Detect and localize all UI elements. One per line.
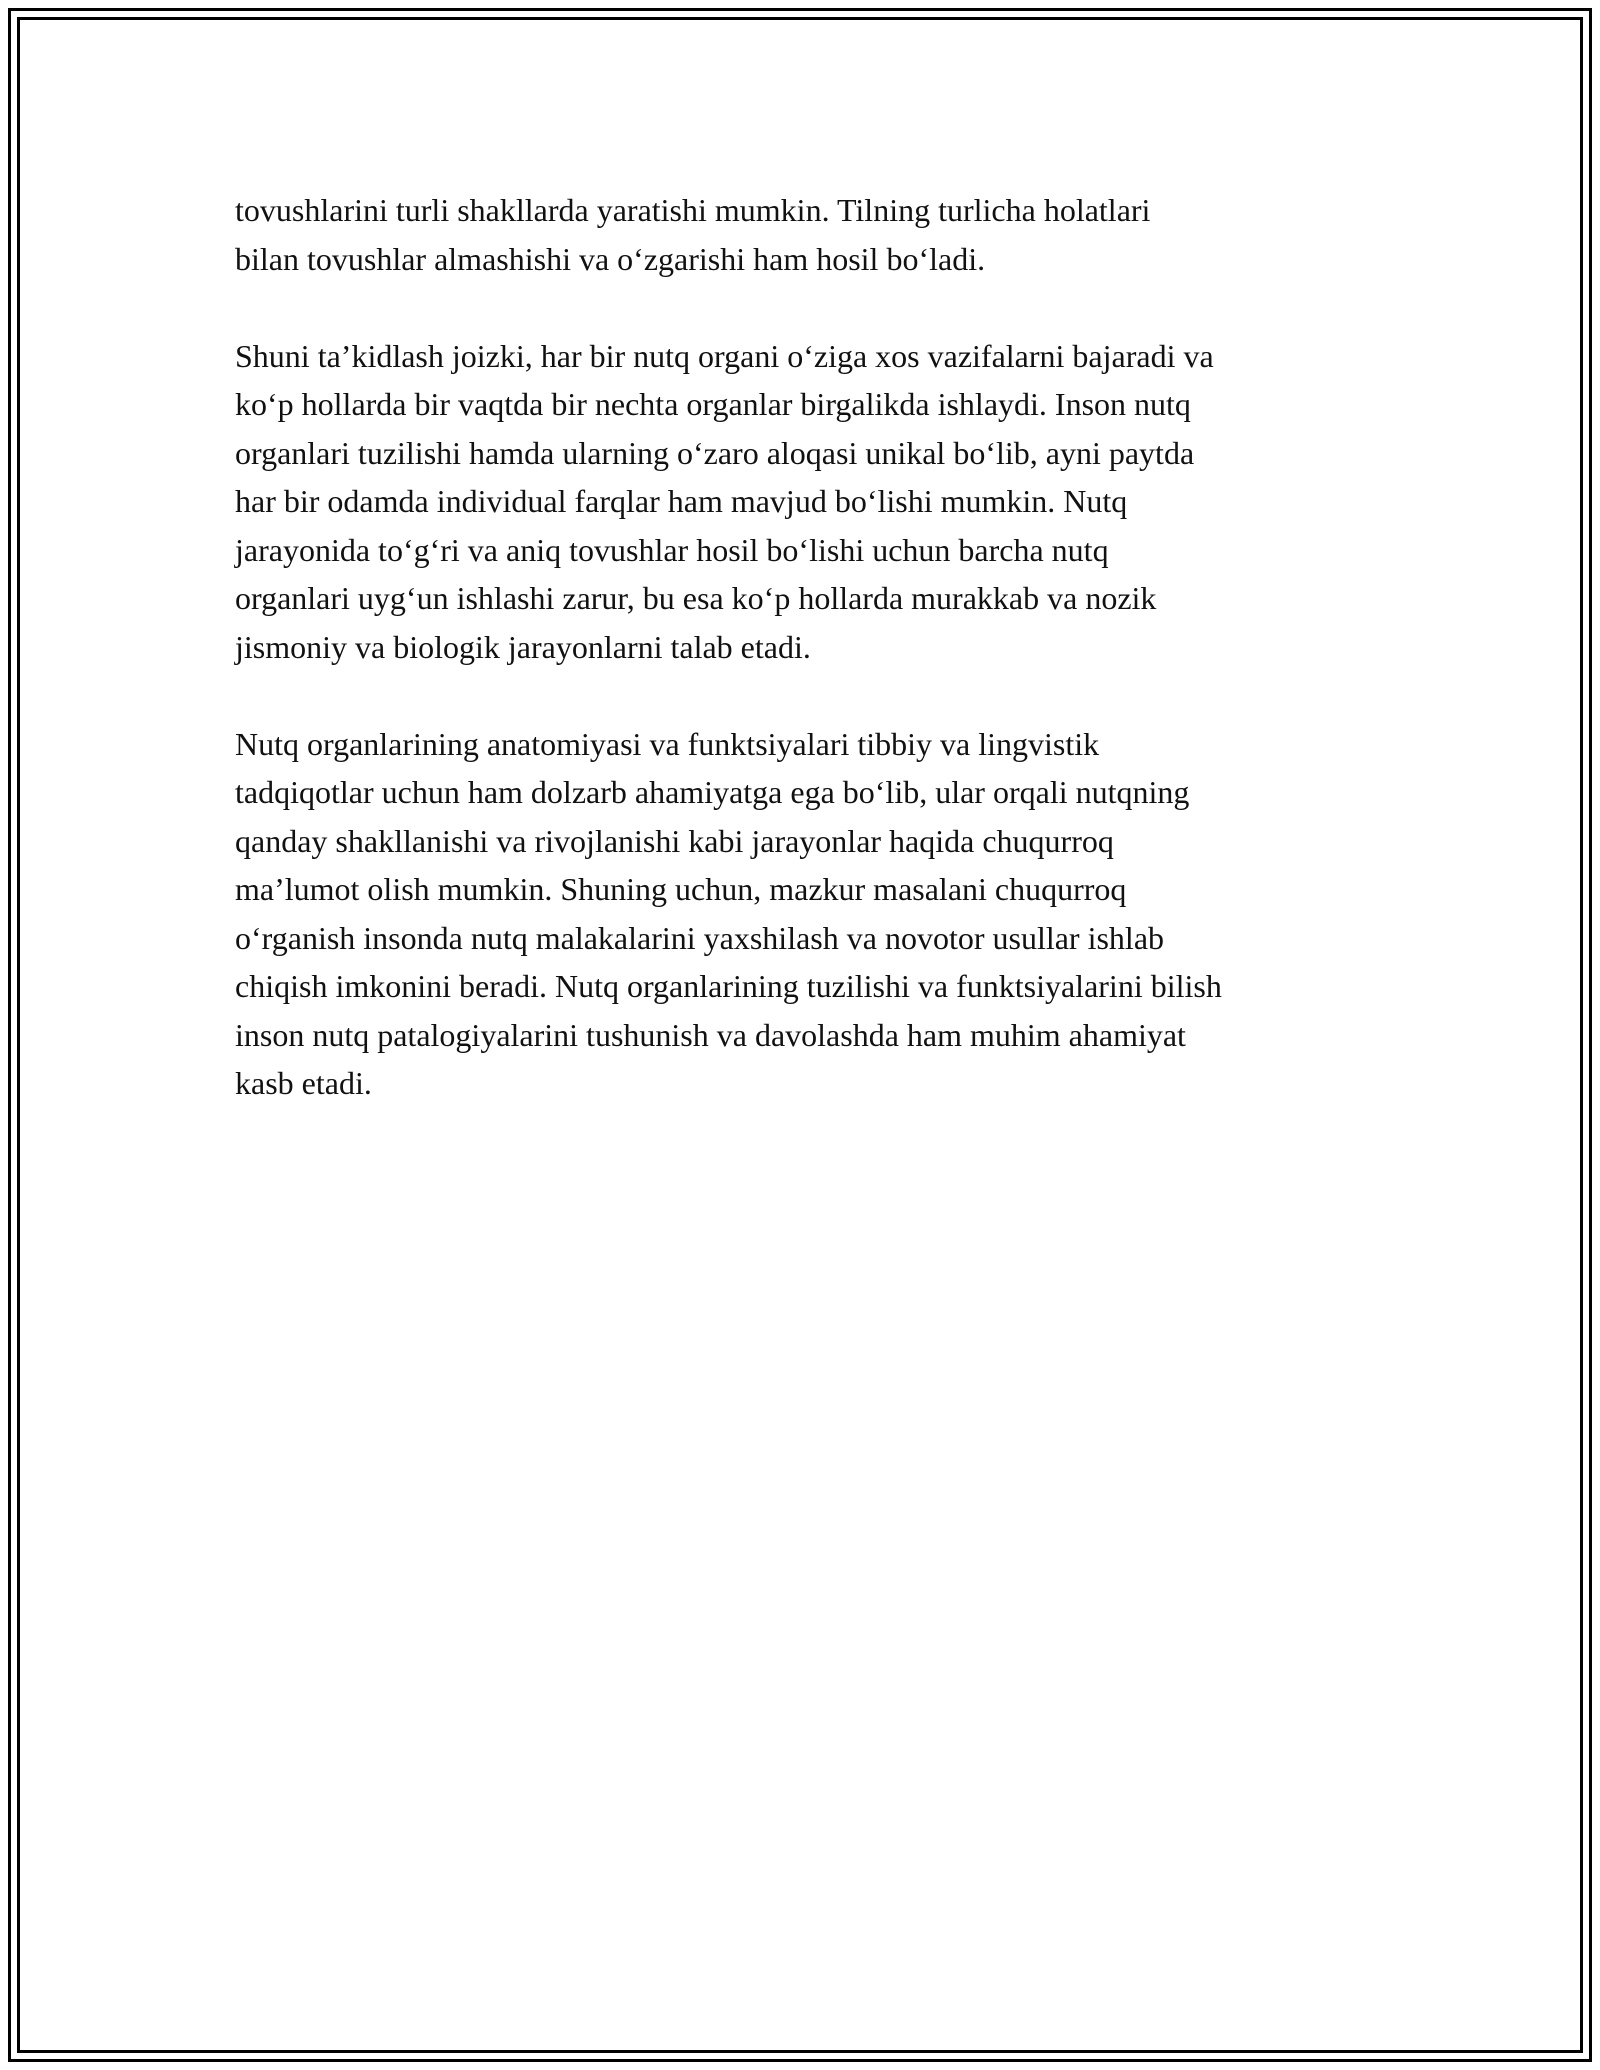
- paragraph-2: [235, 332, 1395, 672]
- paragraph-1: [235, 186, 1395, 283]
- text-line: ma’lumot olish mumkin. Shuning uchun, mazkur masalani chuqurroq: [235, 871, 1127, 907]
- text-line: chiqish imkonini beradi. Nutq organlarining tuzilishi va funktsiyalarini bilish: [235, 968, 1222, 1004]
- paragraph-3: [235, 720, 1395, 1108]
- text-line: bilan tovushlar almashishi va o‘zgarishi ham hosil bo‘ladi.: [235, 240, 986, 277]
- text-line: qanday shakllanishi va rivojlanishi kabi jarayonlar haqida chuqurroq: [235, 822, 1114, 859]
- text-line: jismoniy va biologik jarayonlarni talab etadi.: [235, 628, 811, 665]
- document-body: [235, 186, 1395, 1156]
- text-line: ko‘p hollarda bir vaqtda bir nechta organlar birgalikda ishlaydi. Inson nutq: [235, 386, 1191, 422]
- text-line: kasb etadi.: [235, 1065, 372, 1101]
- text-line: har bir odamda individual farqlar ham mavjud bo‘lishi mumkin. Nutq: [235, 483, 1128, 519]
- text-line: inson nutq patalogiyalarini tushunish va davolashda ham muhim ahamiyat: [235, 1016, 1186, 1053]
- text-line: organlari tuzilishi hamda ularning o‘zaro aloqasi unikal bo‘lib, ayni paytda: [235, 434, 1195, 471]
- text-line: Shuni ta’kidlash joizki, har bir nutq organi o‘ziga xos vazifalarni bajaradi va: [235, 337, 1214, 374]
- text-line: o‘rganish insonda nutq malakalarini yaxshilash va novotor usullar ishlab: [235, 919, 1165, 956]
- text-line: Nutq organlarining anatomiyasi va funktsiyalari tibbiy va lingvistik: [235, 725, 1100, 762]
- text-line: tovushlarini turli shakllarda yaratishi mumkin. Tilning turlicha holatlari: [235, 192, 1151, 228]
- text-line: jarayonida to‘g‘ri va aniq tovushlar hosil bo‘lishi uchun barcha nutq: [235, 531, 1109, 568]
- text-line: tadqiqotlar uchun ham dolzarb ahamiyatga ega bo‘lib, ular orqali nutqning: [235, 774, 1190, 810]
- text-line: organlari uyg‘un ishlashi zarur, bu esa ko‘p hollarda murakkab va nozik: [235, 580, 1157, 616]
